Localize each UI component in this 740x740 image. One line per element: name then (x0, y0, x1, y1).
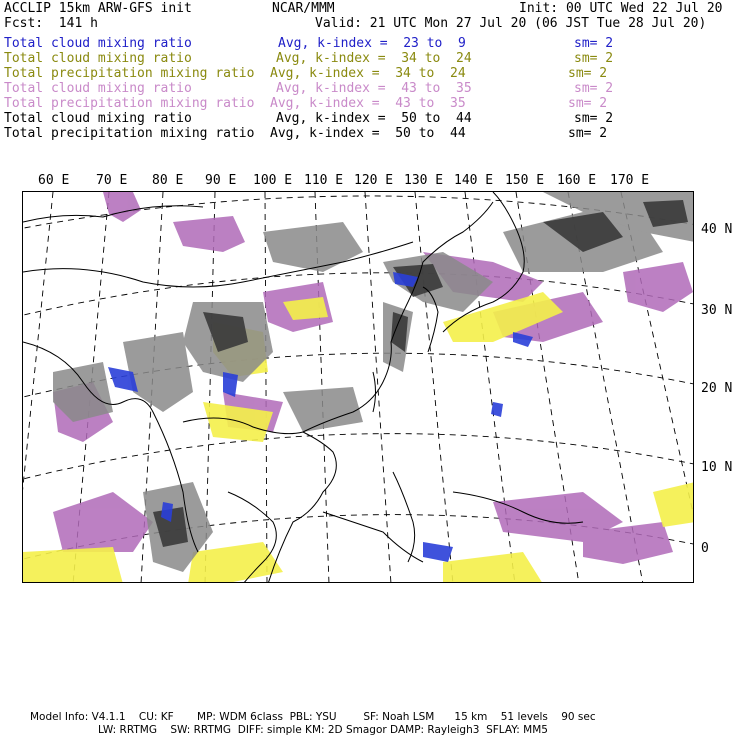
lon-label: 160 E (557, 173, 597, 188)
lon-label: 70 E (96, 173, 128, 188)
legend-sm: sm= 2 (574, 51, 614, 66)
legend-sm: sm= 2 (574, 36, 614, 51)
legend-sm: sm= 2 (568, 96, 608, 111)
legend-field: Total cloud mixing ratio (4, 81, 192, 96)
legend-field: Total cloud mixing ratio (4, 36, 192, 51)
lon-label: 120 E (354, 173, 394, 188)
legend-avg: Avg, k-index = 50 to 44 (276, 111, 472, 126)
init-time: Init: 00 UTC Wed 22 Jul 20 (519, 1, 723, 16)
lat-label: 40 N (701, 222, 733, 237)
legend-field: Total cloud mixing ratio (4, 111, 192, 126)
lon-label: 130 E (404, 173, 444, 188)
model-info: Model Info: V4.1.1 CU: KF MP: WDM 6class PBL: YSU SF: Noah LSM 15 km 51 levels 90 sec (30, 711, 596, 723)
legend-sm: sm= 2 (574, 111, 614, 126)
legend-avg: Avg, k-index = 50 to 44 (270, 126, 466, 141)
legend-field: Total precipitation mixing ratio (4, 66, 255, 81)
valid-time: Valid: 21 UTC Mon 27 Jul 20 (06 JST Tue 28 Jul 20) (315, 16, 707, 31)
legend-sm: sm= 2 (568, 66, 608, 81)
legend-sm: sm= 2 (574, 81, 614, 96)
lon-label: 170 E (610, 173, 650, 188)
lon-label: 110 E (304, 173, 344, 188)
model-physics: LW: RRTMG SW: RRTMG DIFF: simple KM: 2D Smagor DAMP: Rayleigh3 SFLAY: MM5 (98, 724, 548, 736)
legend-sm: sm= 2 (568, 126, 608, 141)
lat-label: 20 N (701, 381, 733, 396)
model-title: ACCLIP 15km ARW-GFS init (4, 1, 192, 16)
legend-avg: Avg, k-index = 23 to 9 (278, 36, 466, 51)
lon-label: 80 E (152, 173, 184, 188)
lon-label: 90 E (205, 173, 237, 188)
map-panel (22, 191, 694, 583)
legend-avg: Avg, k-index = 34 to 24 (270, 66, 466, 81)
legend-field: Total precipitation mixing ratio (4, 126, 255, 141)
lat-label: 0 (701, 541, 709, 556)
lon-label: 140 E (454, 173, 494, 188)
legend-avg: Avg, k-index = 34 to 24 (276, 51, 472, 66)
lon-label: 150 E (505, 173, 545, 188)
legend-field: Total precipitation mixing ratio (4, 96, 255, 111)
lon-label: 100 E (253, 173, 293, 188)
legend-field: Total cloud mixing ratio (4, 51, 192, 66)
lat-label: 10 N (701, 460, 733, 475)
legend-avg: Avg, k-index = 43 to 35 (276, 81, 472, 96)
lon-label: 60 E (38, 173, 70, 188)
org-label: NCAR/MMM (272, 1, 335, 16)
lat-label: 30 N (701, 303, 733, 318)
forecast-hour: Fcst: 141 h (4, 16, 98, 31)
legend-avg: Avg, k-index = 43 to 35 (270, 96, 466, 111)
